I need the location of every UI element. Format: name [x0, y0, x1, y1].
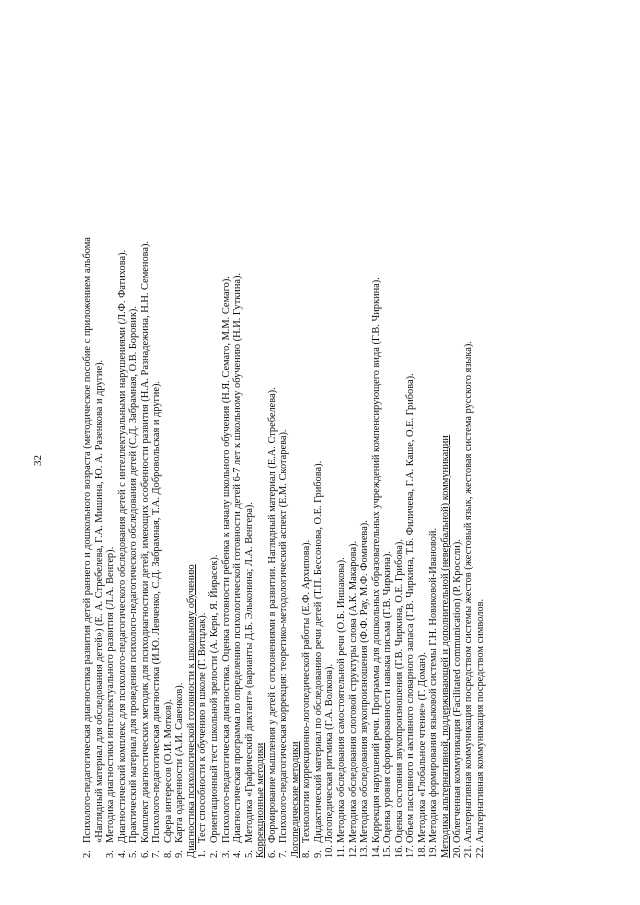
list-item — [82, 23, 94, 858]
list-item-number: 7. — [278, 850, 290, 858]
list-item-number: 12. — [347, 845, 359, 858]
page-number: 32 — [32, 455, 44, 466]
list-item-number: 6. — [139, 850, 151, 858]
list-item — [417, 23, 429, 858]
list-item-text: Оценка состояния звукопроизношения (Г.В. Чиркина, О.Е. Грибова). — [393, 539, 405, 843]
list-item — [151, 23, 163, 858]
list-item — [475, 23, 487, 858]
list-item-text: Диагностический комплекс для психолого-педагогического обследования детей с интеллектуальными нарушениями (Л.Ф. Фатихова). — [116, 249, 128, 843]
list-item — [209, 23, 221, 858]
list-item-number: 8. — [162, 850, 174, 858]
list-item-text: Облегченная коммуникация (Facilitated communication) (Р. Кроссли). — [451, 539, 463, 843]
list-item-number: 8. — [301, 850, 313, 858]
list-item-text: Диагностическая программа по определению психологической готовности детей 6-7 лет к школьному обучению (Н.И. Гуткина). — [232, 272, 244, 843]
list-item — [324, 23, 336, 858]
list-item-text: Методика «Глобальное чтение» (Г. Доман). — [416, 652, 428, 843]
list-item-number: 2. — [209, 850, 221, 858]
list-item-number: 7. — [151, 850, 163, 858]
list-item-number: 1. — [197, 850, 209, 858]
list-item-text: Психолого-педагогическая диагностика (И.Ю. Левченко, С.Д. Забрамная, Т.А. Добровольская и другие). — [151, 380, 163, 843]
list-item-text: Альтернативная коммуникация посредством системы жестов (жестовый язык, жестовая система русского языка). — [463, 341, 475, 843]
list-item — [221, 23, 233, 858]
list-item — [140, 23, 152, 858]
list-item — [197, 23, 209, 858]
list-item-number: 6. — [266, 850, 278, 858]
list-item-number: 20. — [451, 845, 463, 858]
list-item — [174, 23, 186, 858]
list-item — [301, 23, 313, 858]
list-item — [244, 23, 256, 858]
list-item-number: 11. — [336, 845, 348, 858]
list-item — [267, 23, 279, 858]
list-item-number: 5. — [243, 850, 255, 858]
list-item — [336, 23, 348, 858]
rotated-page-content — [20, 23, 620, 858]
section-heading-text: Диагностика психологической готовности к школьному обучению — [185, 564, 197, 858]
list-item-text: «Наглядный материал для обследования детей») (Е. А. Стребелева, Г.А. Мишина, Ю. А. Разенкова и другие). — [93, 359, 105, 843]
list-item — [452, 23, 464, 858]
list-item-text: Методика диагностики интеллектуального развития (Л.А. Венгер). — [105, 546, 117, 843]
list-item-text: Методика «Графический диктант» (варианты Д.Б. Эльконина; Л.А. Венгера). — [243, 502, 255, 843]
list-item-number: 4. — [232, 850, 244, 858]
list-item — [128, 23, 140, 858]
list-item-continuation — [94, 23, 106, 858]
list-item-number: 3. — [220, 850, 232, 858]
list-item-text: Коррекция нарушений речи. Программа для дошкольных образовательных учреждений компенсирующего вида (Г.В. Чиркина). — [370, 277, 382, 843]
list-item-text: Практический материал для проведения психолого-педагогического обследования детей (С.Д. Забрамная, О.В. Боровик). — [128, 306, 140, 843]
list-item-number: 3. — [105, 850, 117, 858]
list-item-text: Психолого-педагогическая диагностика. Оценка готовности ребенка к началу школьного обучения (Н.Я. Семаго, М.М. Семаго). — [220, 276, 232, 843]
list-item — [105, 23, 117, 858]
list-item-text: Формирование мышления у детей с отклонениями в развитии. Наглядный материал (Е.А. Стребелева). — [266, 387, 278, 843]
list-item-number: 2. — [82, 850, 93, 858]
section-heading — [440, 23, 452, 858]
list-item-text: Объем пассивного и активного словарного запаса (Г.В. Чиркина, Т.Б. Филичева, Г.А. Каше, О.Е. Грибова). — [405, 373, 417, 843]
list-item-number: 22. — [474, 845, 486, 858]
list-item — [348, 23, 360, 858]
list-item-text: Методика формирования языковой системы Г.Н. Новиковой-Ивановой. — [428, 527, 440, 843]
list-item-number: 16. — [393, 845, 405, 858]
section-heading — [186, 23, 198, 858]
list-item — [117, 23, 129, 858]
list-item — [278, 23, 290, 858]
list-item — [382, 23, 394, 858]
section-heading-text: Коррекционные методики — [255, 742, 267, 858]
list-item — [463, 23, 475, 858]
section-heading — [255, 23, 267, 858]
list-item-number: 19. — [428, 845, 440, 858]
section-heading-text: Логопедические методики — [289, 741, 301, 858]
list-item-text: Технологии коррекционно-логопедической работы (Е.Ф. Архипова). — [301, 539, 313, 843]
list-item — [405, 23, 417, 858]
list-item-number: 5. — [128, 850, 140, 858]
list-item-number: 9. — [174, 850, 186, 858]
list-item-text: Ориентационный тест школьной зрелости (А. Керн, Я. Йирасек). — [209, 554, 221, 843]
list-item-number: 18. — [416, 845, 428, 858]
list-item-text: Тест способности к обучению в школе (Г. Витцлак). — [197, 612, 209, 843]
list-item-text: Методика обследования самостоятельной речи (О.Б. Иншакова). — [336, 557, 348, 843]
list-item-text: Психолого-педагогическая диагностика развития детей раннего и дошкольного возраста (методическое пособие с приложением альбома — [82, 237, 93, 843]
list-item-text: Комплект диагностических методик для психодиагностики детей, имеющих особенности развития (Н.А. Разнадежина, Н.Н. Семенова). — [139, 240, 151, 843]
section-heading-text: Методики альтернативной, поддерживающей и дополнительной (невербальной) коммуникации — [439, 435, 451, 858]
list-item — [371, 23, 383, 858]
list-item-number: 17. — [405, 845, 417, 858]
section-heading — [290, 23, 302, 858]
list-item-text: Методика обследования слоговой структуры слова (А.К. Макарова). — [347, 540, 359, 843]
list-item — [163, 23, 175, 858]
list-item-text: Карта одаренности (А.И. Савенков). — [174, 682, 186, 843]
list-item-text: Психолого-педагогическая коррекция: теоретико-методологический аспект (Е.М. Скотарева). — [278, 429, 290, 843]
list-item-text: Сфера интересов (О.И. Мотков). — [162, 699, 174, 843]
methods-list — [82, 23, 486, 858]
list-item-text: Дидактический материал по обследованию речи детей (Т.П. Бессонова, О.Е. Грибова). — [312, 460, 324, 843]
list-item-text: Оценка уровня сформированности навыка письма (Г.В. Чиркина). — [382, 551, 394, 843]
list-item — [232, 23, 244, 858]
list-item-number: 14. — [370, 845, 382, 858]
list-item-text: Логопедическая ритмика (Г.А. Волкова). — [324, 663, 336, 843]
list-item — [428, 23, 440, 858]
list-item-number: 15. — [382, 845, 394, 858]
list-item-number: 13. — [359, 845, 371, 858]
list-item — [359, 23, 371, 858]
list-item-number: 9. — [312, 850, 324, 858]
list-item — [313, 23, 325, 858]
list-item-text: Методика обследования звукопроизношения (Ф.Ф. Рау, М.Ф. Фомичева). — [359, 520, 371, 843]
list-item-number: 4. — [116, 850, 128, 858]
list-item — [394, 23, 406, 858]
list-item-number: 21. — [463, 845, 475, 858]
list-item-number: 10. — [324, 845, 336, 858]
list-item-text: Альтернативная коммуникация посредством символов. — [474, 598, 486, 843]
